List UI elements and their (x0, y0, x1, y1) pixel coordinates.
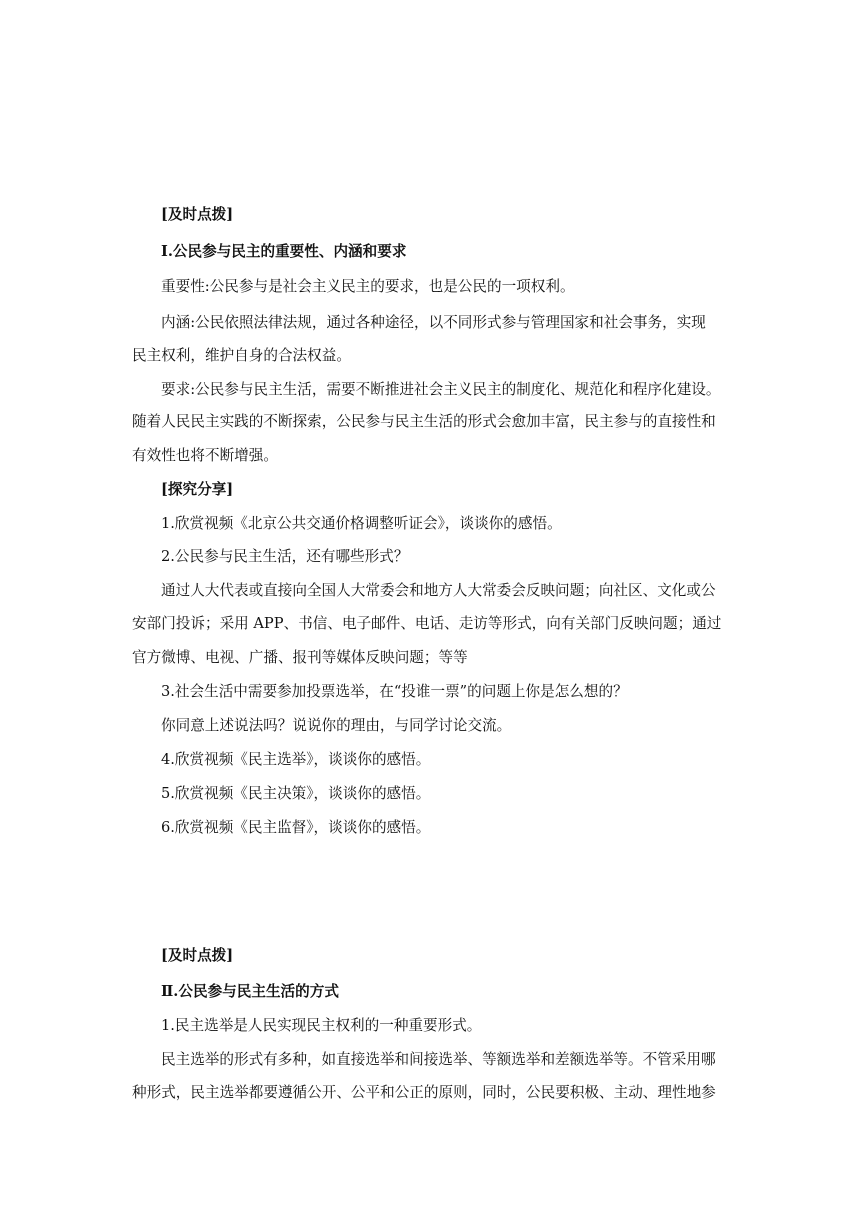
section-heading: Ⅱ.公民参与民主生活的方式 (161, 983, 339, 1000)
section-tag: [探究分享] (161, 481, 234, 498)
section-tag: [及时点拨] (161, 206, 234, 223)
question-line: 4.欣赏视频《民主选举》，谈谈你的感悟。 (161, 751, 431, 768)
question-line: 5.欣赏视频《民主决策》，谈谈你的感悟。 (161, 785, 431, 802)
paragraph-line: 重要性:公民参与是社会主义民主的要求，也是公民的一项权利。 (161, 278, 575, 295)
paragraph-line: 民主权利，维护自身的合法权益。 (132, 347, 351, 364)
question-line: 6.欣赏视频《民主监督》，谈谈你的感悟。 (161, 819, 431, 836)
paragraph-line: 种形式，民主选举都要遵循公开、公平和公正的原则，同时，公民要积极、主动、理性地参 (132, 1084, 716, 1101)
paragraph-line: 内涵:公民依照法律法规，通过各种途径，以不同形式参与管理国家和社会事务，实现 (161, 314, 706, 331)
question-line: 2.公民参与民主生活，还有哪些形式？ (161, 548, 409, 565)
paragraph-line: 民主选举的形式有多种，如直接选举和间接选举、等额选举和差额选举等。不管采用哪 (161, 1051, 716, 1068)
paragraph-line: 有效性也将不断增强。 (132, 447, 278, 464)
answer-line: 安部门投诉；采用 APP、书信、电子邮件、电话、走访等形式，向有关部门反映问题；通过 (132, 615, 722, 632)
answer-line: 通过人大代表或直接向全国人大常委会和地方人大常委会反映问题；向社区、文化或公 (161, 582, 716, 599)
question-line: 你同意上述说法吗？说说你的理由，与同学讨论交流。 (161, 717, 512, 734)
question-line: 3.社会生活中需要参加投票选举，在“投谁一票”的问题上你是怎么想的？ (161, 683, 628, 700)
section-tag: [及时点拨] (161, 947, 234, 964)
question-line: 1.欣赏视频《北京公共交通价格调整听证会》，谈谈你的感悟。 (161, 515, 562, 532)
answer-line: 官方微博、电视、广播、报刊等媒体反映问题；等等 (132, 649, 468, 666)
paragraph-line: 随着人民民主实践的不断探索，公民参与民主生活的形式会愈加丰富，民主参与的直接性和 (132, 413, 716, 430)
paragraph-line: 要求:公民参与民主生活，需要不断推进社会主义民主的制度化、规范化和程序化建设。 (161, 381, 721, 398)
paragraph-line: 1.民主选举是人民实现民主权利的一种重要形式。 (161, 1017, 482, 1034)
section-heading: Ⅰ.公民参与民主的重要性、内涵和要求 (161, 243, 407, 260)
